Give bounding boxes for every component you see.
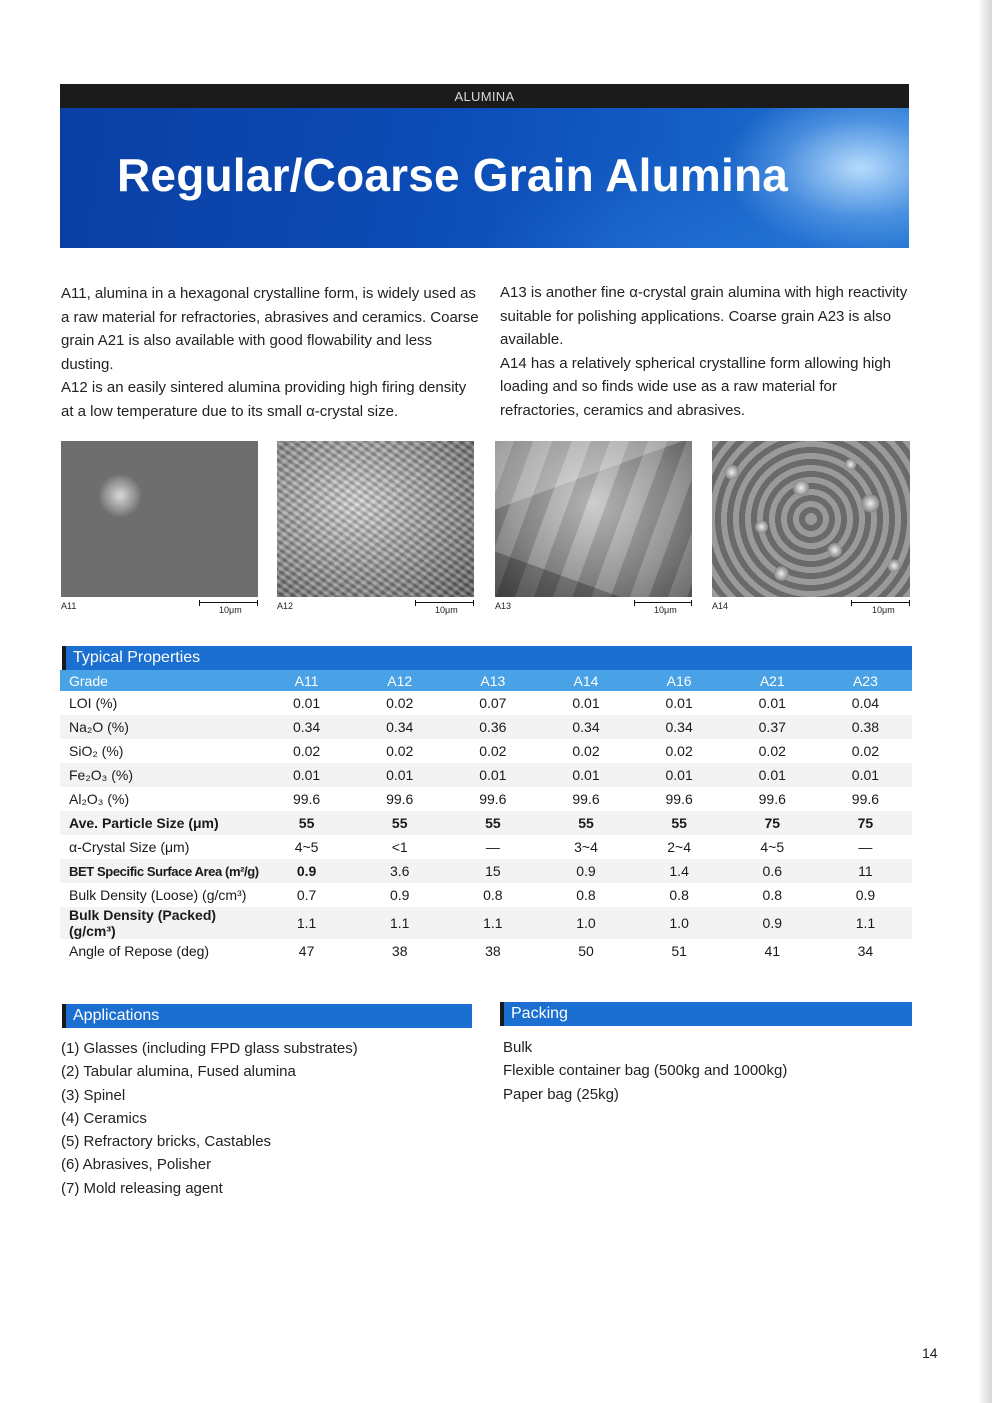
section-label: ALUMINA [454, 89, 515, 104]
table-cell: 99.6 [758, 791, 786, 807]
page-edge-shadow [978, 0, 992, 1403]
table-cell: 55 [633, 811, 726, 835]
table-cell: 0.01 [292, 695, 321, 711]
table-cell: 15 [446, 859, 539, 883]
list-item: (1) Glasses (including FPD glass substrates) [61, 1040, 358, 1057]
table-cell: 11 [819, 859, 912, 883]
table-cell: 0.9 [260, 859, 353, 883]
table-row [60, 859, 912, 883]
scale-label: 10μm [219, 605, 242, 615]
table-cell: 99.6 [386, 791, 414, 807]
row-label: Al₂O₃ (%) [69, 791, 130, 807]
list-item: (6) Abrasives, Polisher [61, 1156, 212, 1174]
table-cell: 0.38 [819, 715, 912, 739]
row-label: Angle of Repose (deg) [69, 943, 210, 959]
micrograph-a14 [712, 441, 910, 597]
list-item: Bulk [503, 1039, 533, 1056]
scale-label: 10μm [654, 605, 677, 615]
row-label: Ave. Particle Size (μm) [60, 811, 260, 835]
table-cell: 38 [485, 943, 501, 959]
list-item: Flexible container bag (500kg and 1000kg) [503, 1062, 788, 1080]
packing-heading-label: Packing [511, 1005, 568, 1022]
table-cell: 99.6 [572, 791, 600, 807]
table-row [60, 907, 912, 939]
table-cell: 55 [539, 811, 632, 835]
photo-caption: A11 [61, 601, 77, 611]
table-cell: 55 [446, 811, 539, 835]
table-cell: 0.01 [726, 763, 819, 787]
table-cell: 0.9 [726, 907, 819, 939]
table-cell: 1.1 [446, 907, 539, 939]
micrograph-a13 [495, 441, 692, 597]
table-cell: 0.01 [665, 695, 693, 711]
table-cell: 1.4 [633, 859, 726, 883]
table-cell: 0.01 [260, 763, 353, 787]
table-cell: 75 [726, 811, 819, 835]
row-label: SiO₂ (%) [69, 743, 124, 759]
table-cell: 1.1 [353, 907, 446, 939]
table-cell: 0.01 [539, 763, 632, 787]
column-header: A23 [819, 670, 912, 691]
list-item: (4) Ceramics [61, 1109, 147, 1127]
table-cell: 0.01 [353, 763, 446, 787]
table-cell: 0.01 [633, 763, 726, 787]
table-cell: — [858, 839, 873, 855]
row-label: BET Specific Surface Area (m²/g) [60, 859, 260, 883]
table-cell: 75 [819, 811, 912, 835]
table-cell: 38 [391, 943, 408, 959]
applications-list [61, 1037, 358, 1200]
photo-caption: A12 [277, 601, 294, 611]
micrograph-a11 [61, 441, 258, 597]
table-cell: 0.34 [353, 715, 446, 739]
table-cell: — [485, 839, 500, 855]
table-cell: 99.6 [665, 791, 693, 807]
table-row [60, 811, 912, 835]
table-cell: 0.34 [539, 715, 632, 739]
table-cell: 4~5 [760, 839, 785, 855]
table-cell: 0.02 [851, 743, 880, 759]
list-item: (5) Refractory bricks, Castables [61, 1133, 272, 1151]
table-cell: 0.8 [762, 887, 782, 903]
table-cell: 51 [671, 943, 687, 959]
table-cell: 0.02 [572, 743, 600, 759]
scale-label: 10μm [435, 605, 458, 615]
table-cell: 2~4 [667, 839, 691, 855]
table-cell: 47 [298, 943, 315, 959]
page-title: Regular/Coarse Grain Alumina [117, 149, 789, 201]
table-cell: 0.02 [386, 695, 414, 711]
list-item: Paper bag (25kg) [503, 1085, 619, 1103]
table-cell: 0.02 [758, 743, 786, 759]
packing-heading [500, 1002, 912, 1026]
table-cell: 0.07 [479, 695, 507, 711]
column-header: A11 [260, 670, 353, 691]
table-cell: 55 [260, 811, 353, 835]
scale-label: 10μm [872, 605, 895, 615]
table-cell: 99.6 [479, 791, 507, 807]
table-cell: 99.6 [851, 791, 880, 807]
properties-table [60, 670, 912, 963]
table-cell: 4~5 [294, 839, 319, 855]
table-cell: 0.02 [665, 743, 693, 759]
intro-paragraph: A14 has a relatively spherical crystalline form allowing high loading and so finds wide use as a raw material for refractories, ceramics and abrasives. [500, 354, 892, 419]
table-row [60, 939, 912, 963]
table-cell: 0.6 [726, 859, 819, 883]
table-cell: 0.02 [292, 743, 321, 759]
row-label: α-Crystal Size (μm) [69, 839, 190, 855]
table-row [60, 763, 912, 787]
packing-list [503, 1036, 787, 1106]
table-cell: 0.37 [726, 715, 819, 739]
table-cell: 0.9 [539, 859, 632, 883]
column-header: A12 [353, 670, 446, 691]
micrograph-a12 [277, 441, 474, 597]
table-cell: 0.9 [855, 887, 876, 903]
section-bar [60, 84, 909, 108]
properties-heading-label: Typical Properties [73, 649, 201, 666]
list-item: (2) Tabular alumina, Fused alumina [61, 1063, 296, 1081]
table-header-row [60, 670, 912, 691]
table-cell: 3~4 [574, 839, 598, 855]
table-row [60, 835, 912, 859]
page-number: 14 [922, 1345, 938, 1361]
table-cell: 1.1 [819, 907, 912, 939]
properties-heading [62, 646, 912, 670]
table-cell: 0.8 [576, 887, 596, 903]
applications-heading [62, 1004, 472, 1028]
column-header: Grade [60, 670, 260, 691]
table-cell: 0.02 [386, 743, 414, 759]
table-cell: 0.8 [669, 887, 689, 903]
column-header: A14 [539, 670, 632, 691]
table-cell: 1.1 [260, 907, 353, 939]
table-cell: 0.7 [296, 887, 317, 903]
table-cell: 41 [764, 943, 781, 959]
column-header: A13 [446, 670, 539, 691]
row-label: Fe₂O₃ (%) [60, 763, 260, 787]
table-cell: 0.01 [819, 763, 912, 787]
table-row [60, 691, 912, 715]
row-label: LOI (%) [69, 695, 118, 711]
applications-heading-label: Applications [73, 1007, 160, 1024]
table-cell: 1.0 [539, 907, 632, 939]
column-header: A16 [633, 670, 726, 691]
list-item: (3) Spinel [61, 1086, 126, 1104]
table-cell: 0.04 [851, 695, 880, 711]
table-cell: 0.01 [446, 763, 539, 787]
table-cell: 50 [578, 943, 594, 959]
column-header: A21 [726, 670, 819, 691]
table-cell: 34 [857, 943, 874, 959]
table-row [60, 739, 912, 763]
table-cell: <1 [391, 839, 408, 855]
intro-paragraph: A13 is another fine α-crystal grain alumina with high reactivity suitable for polishing applications. Coarse grain A23 is also available. [500, 284, 908, 349]
photo-caption: A13 [495, 601, 512, 611]
row-label: Bulk Density (Loose) (g/cm³) [69, 887, 247, 903]
intro-right-column [500, 281, 910, 423]
table-cell: 3.6 [353, 859, 446, 883]
table-cell: 0.34 [633, 715, 726, 739]
table-cell: 0.8 [483, 887, 503, 903]
table-cell: 0.01 [758, 695, 786, 711]
table-cell: 0.34 [260, 715, 353, 739]
table-cell: 0.01 [572, 695, 600, 711]
table-cell: 0.9 [389, 887, 410, 903]
table-cell: 0.36 [446, 715, 539, 739]
table-cell: 0.02 [479, 743, 507, 759]
row-label: Na₂O (%) [60, 715, 260, 739]
table-row [60, 787, 912, 811]
intro-paragraph: A12 is an easily sintered alumina providing high firing density at a low temperature due to its small α-crystal size. [61, 379, 467, 420]
table-row [60, 715, 912, 739]
intro-paragraph: A11, alumina in a hexagonal crystalline form, is widely used as a raw material for refractories, abrasives and ceramics. Coarse grain A21 is also available with good flowability and less dusting. [61, 285, 479, 373]
row-label: Bulk Density (Packed) (g/cm³) [60, 907, 260, 939]
table-cell: 55 [353, 811, 446, 835]
table-row [60, 883, 912, 907]
title-banner [60, 108, 909, 248]
list-item: (7) Mold releasing agent [61, 1179, 223, 1197]
table-cell: 99.6 [292, 791, 321, 807]
table-cell: 1.0 [633, 907, 726, 939]
photo-caption: A14 [712, 601, 729, 611]
intro-left-column [61, 282, 481, 424]
